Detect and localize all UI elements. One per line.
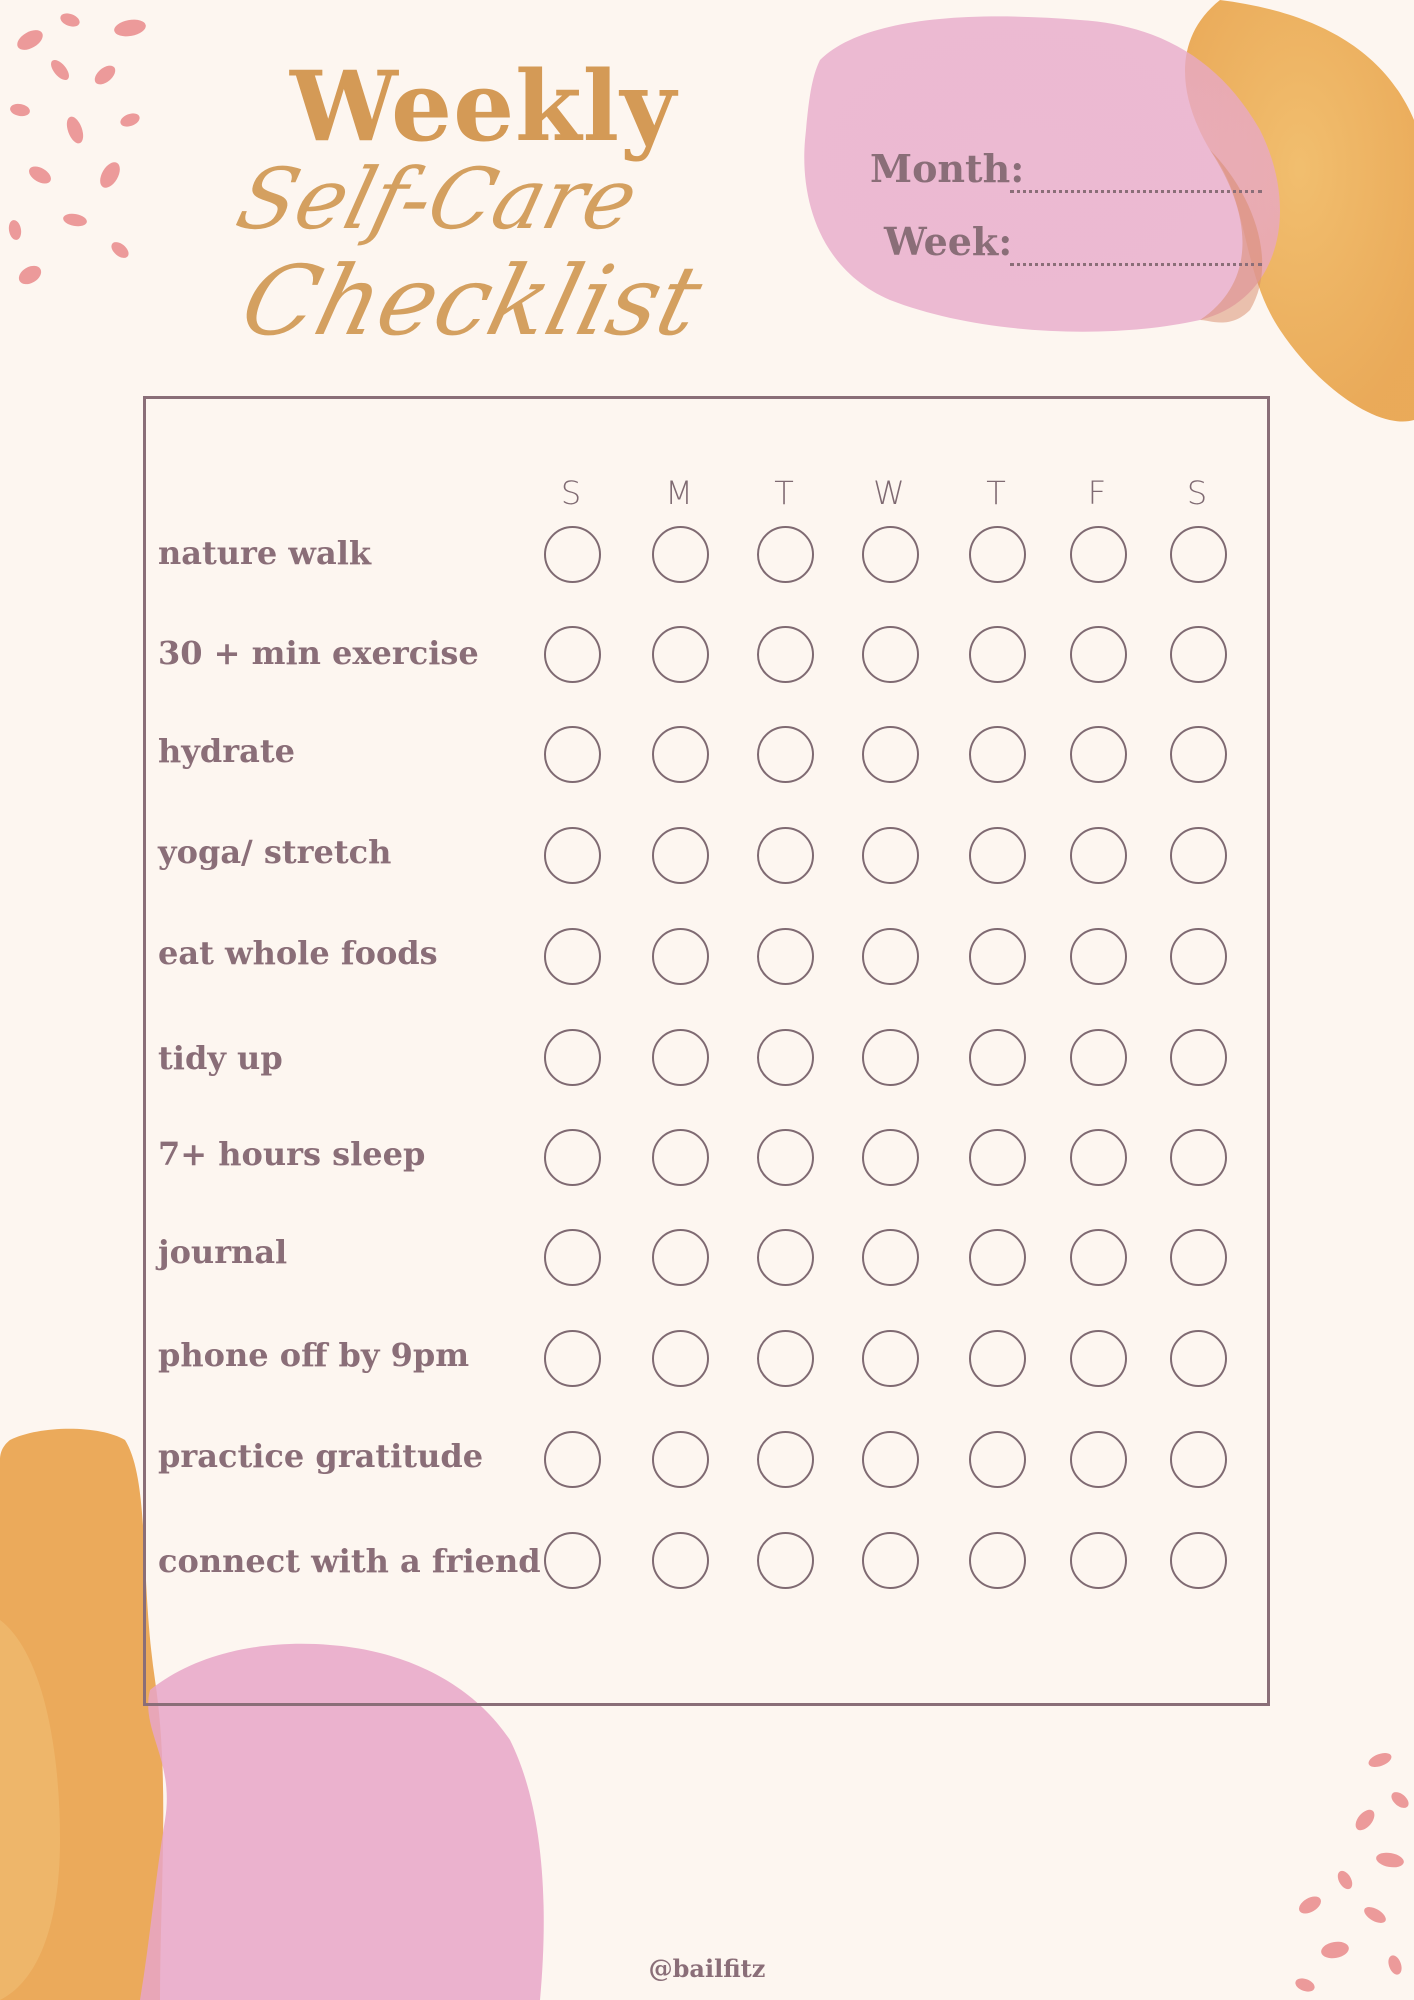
check-circle[interactable] [1070, 1532, 1127, 1589]
task-row [0, 626, 1414, 686]
check-circle[interactable] [969, 1029, 1026, 1086]
task-label: tidy up [158, 1039, 283, 1077]
check-circle[interactable] [1170, 1229, 1227, 1286]
title-checklist: Checklist [231, 245, 713, 357]
task-row [0, 1330, 1414, 1390]
check-circle[interactable] [1170, 526, 1227, 583]
title-self-care: Self-Care [227, 150, 648, 248]
day-header: W [873, 474, 907, 512]
check-circle[interactable] [652, 626, 709, 683]
check-circle[interactable] [1170, 928, 1227, 985]
check-circle[interactable] [544, 1029, 601, 1086]
check-circle[interactable] [862, 726, 919, 783]
check-circle[interactable] [544, 1330, 601, 1387]
check-circle[interactable] [1170, 726, 1227, 783]
task-row [0, 526, 1414, 586]
task-label: hydrate [158, 732, 295, 770]
title-weekly: Weekly [290, 50, 677, 163]
task-row [0, 1229, 1414, 1289]
check-circle[interactable] [652, 827, 709, 884]
check-circle[interactable] [757, 726, 814, 783]
check-circle[interactable] [1170, 1431, 1227, 1488]
check-circle[interactable] [757, 1532, 814, 1589]
check-circle[interactable] [652, 928, 709, 985]
check-circle[interactable] [1170, 1330, 1227, 1387]
check-circle[interactable] [969, 626, 1026, 683]
check-circle[interactable] [862, 1330, 919, 1387]
check-circle[interactable] [862, 928, 919, 985]
check-circle[interactable] [1070, 1029, 1127, 1086]
day-header: T [774, 474, 796, 512]
week-label: Week: [884, 219, 1013, 264]
check-circle[interactable] [652, 1330, 709, 1387]
task-row [0, 1129, 1414, 1189]
check-circle[interactable] [544, 626, 601, 683]
check-circle[interactable] [757, 1029, 814, 1086]
check-circle[interactable] [544, 1229, 601, 1286]
day-header: M [665, 474, 695, 512]
watercolor-top-right [780, 0, 1414, 440]
task-label: 7+ hours sleep [158, 1135, 426, 1173]
check-circle[interactable] [652, 726, 709, 783]
task-label: nature walk [158, 534, 372, 572]
check-circle[interactable] [969, 1229, 1026, 1286]
day-header: T [986, 474, 1008, 512]
check-circle[interactable] [757, 1330, 814, 1387]
check-circle[interactable] [1070, 726, 1127, 783]
check-circle[interactable] [969, 526, 1026, 583]
check-circle[interactable] [1070, 1330, 1127, 1387]
check-circle[interactable] [1070, 1431, 1127, 1488]
check-circle[interactable] [652, 1029, 709, 1086]
check-circle[interactable] [862, 626, 919, 683]
day-header: F [1087, 474, 1109, 512]
task-row [0, 1431, 1414, 1491]
check-circle[interactable] [1070, 827, 1127, 884]
check-circle[interactable] [544, 726, 601, 783]
check-circle[interactable] [969, 1532, 1026, 1589]
check-circle[interactable] [862, 1532, 919, 1589]
footer-handle: @bailfitz [648, 1954, 766, 1983]
check-circle[interactable] [969, 1330, 1026, 1387]
task-label: 30 + min exercise [158, 634, 479, 672]
check-circle[interactable] [757, 1431, 814, 1488]
day-header: S [560, 474, 584, 512]
check-circle[interactable] [969, 726, 1026, 783]
check-circle[interactable] [969, 827, 1026, 884]
task-row [0, 1029, 1414, 1089]
check-circle[interactable] [862, 1229, 919, 1286]
confetti-top-left [0, 0, 170, 300]
check-circle[interactable] [862, 1431, 919, 1488]
check-circle[interactable] [862, 1029, 919, 1086]
task-label: connect with a friend [158, 1542, 541, 1580]
check-circle[interactable] [757, 1229, 814, 1286]
task-label: practice gratitude [158, 1437, 484, 1475]
check-circle[interactable] [1170, 827, 1227, 884]
check-circle[interactable] [544, 1129, 601, 1186]
check-circle[interactable] [544, 827, 601, 884]
check-circle[interactable] [862, 526, 919, 583]
check-circle[interactable] [544, 928, 601, 985]
check-circle[interactable] [757, 1129, 814, 1186]
check-circle[interactable] [862, 1129, 919, 1186]
check-circle[interactable] [757, 626, 814, 683]
month-label: Month: [870, 146, 1025, 191]
task-row [0, 726, 1414, 786]
day-header: S [1186, 474, 1210, 512]
task-row [0, 928, 1414, 988]
task-label: yoga/ stretch [158, 833, 392, 871]
task-label: eat whole foods [158, 934, 438, 972]
check-circle[interactable] [652, 1129, 709, 1186]
week-field[interactable] [1010, 263, 1262, 266]
check-circle[interactable] [757, 928, 814, 985]
check-circle[interactable] [1070, 526, 1127, 583]
check-circle[interactable] [652, 1229, 709, 1286]
check-circle[interactable] [544, 526, 601, 583]
month-field[interactable] [1010, 190, 1262, 193]
check-circle[interactable] [1070, 1129, 1127, 1186]
check-circle[interactable] [652, 526, 709, 583]
check-circle[interactable] [652, 1532, 709, 1589]
check-circle[interactable] [969, 1129, 1026, 1186]
check-circle[interactable] [544, 1532, 601, 1589]
check-circle[interactable] [652, 1431, 709, 1488]
task-label: journal [158, 1233, 288, 1271]
check-circle[interactable] [544, 1431, 601, 1488]
task-label: phone off by 9pm [158, 1336, 470, 1374]
check-circle[interactable] [1070, 1229, 1127, 1286]
check-circle[interactable] [1070, 928, 1127, 985]
check-circle[interactable] [969, 1431, 1026, 1488]
check-circle[interactable] [1170, 1029, 1227, 1086]
check-circle[interactable] [1170, 626, 1227, 683]
check-circle[interactable] [969, 928, 1026, 985]
check-circle[interactable] [862, 827, 919, 884]
task-row [0, 827, 1414, 887]
task-row [0, 1532, 1414, 1592]
check-circle[interactable] [757, 526, 814, 583]
check-circle[interactable] [1170, 1532, 1227, 1589]
check-circle[interactable] [757, 827, 814, 884]
check-circle[interactable] [1070, 626, 1127, 683]
check-circle[interactable] [1170, 1129, 1227, 1186]
